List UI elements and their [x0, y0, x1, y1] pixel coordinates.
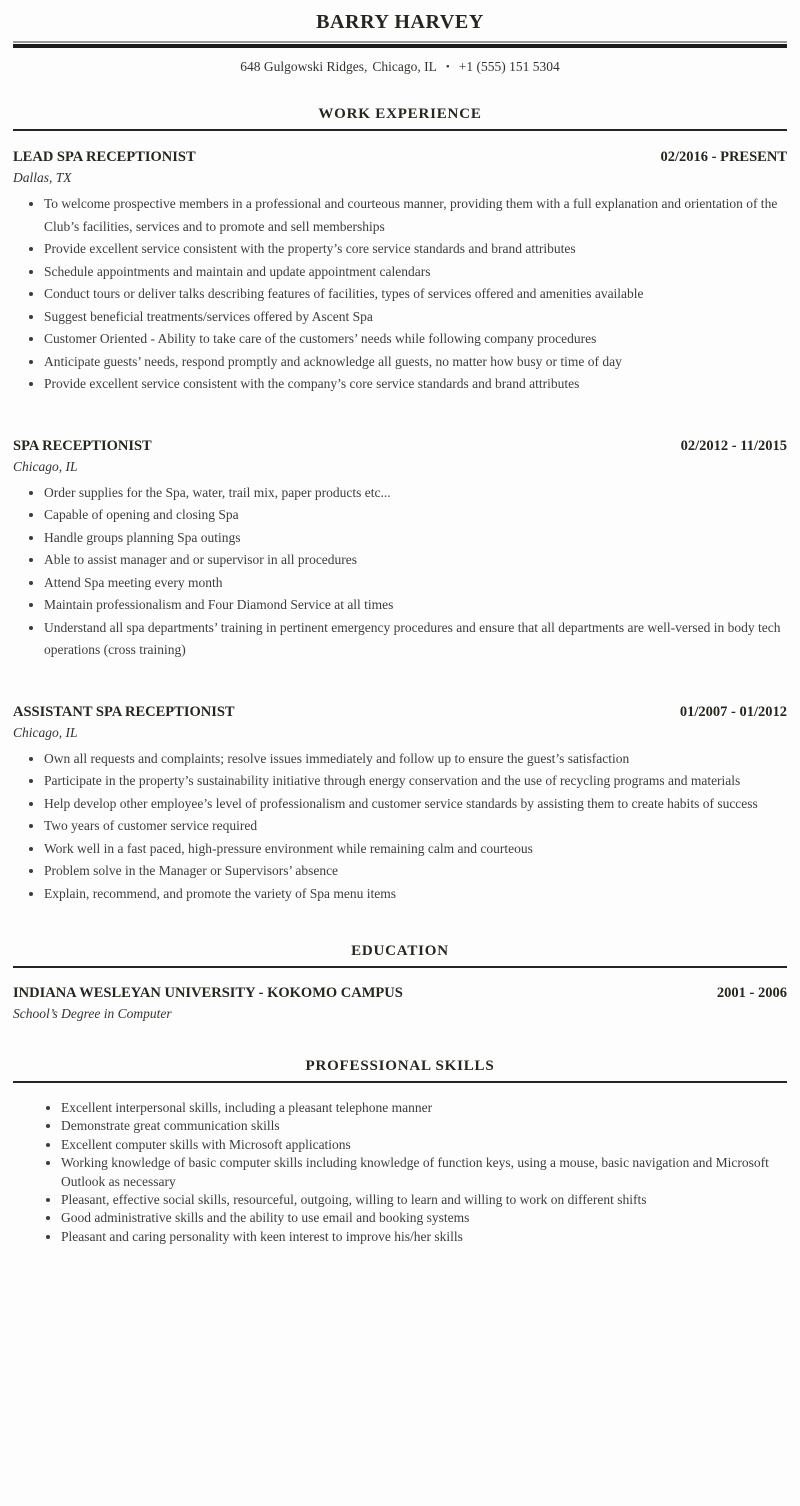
section-divider-skills — [13, 1081, 787, 1083]
job-bullet: • Provide excellent service consistent with the company’s core service standards and brand attributes — [44, 373, 787, 396]
skill-item: • Excellent computer skills with Microsoft applications — [61, 1136, 787, 1154]
job-bullet: • Participate in the property’s sustainability initiative through energy conservation and the use of recycling programs and materials — [44, 770, 787, 793]
section-divider-education — [13, 966, 787, 968]
job-bullet: • Help develop other employee’s level of professionalism and customer service standards by assisting them to create habits of success — [44, 793, 787, 816]
job-entry-assistant-spa-receptionist — [13, 704, 787, 906]
job-header-row — [13, 704, 787, 721]
job-bullet: • Conduct tours or deliver talks describing features of facilities, types of services offered and amenities available — [44, 283, 787, 306]
job-bullet: • Able to assist manager and or supervisor in all procedures — [44, 549, 787, 572]
job-bullet-list — [13, 193, 787, 396]
section-title-work-experience: WORK EXPERIENCE — [318, 106, 482, 122]
job-title: SPA RECEPTIONIST — [13, 437, 152, 454]
skill-item: • Pleasant, effective social skills, resourceful, outgoing, willing to learn and willing to work on different shifts — [61, 1191, 787, 1209]
job-dates: 01/2007 - 01/2012 — [679, 703, 787, 720]
job-bullet: • Schedule appointments and maintain and update appointment calendars — [44, 261, 787, 284]
job-bullet: • To welcome prospective members in a professional and courteous manner, providing them with a full explanation and orientation of the Club’s facilities, services and to promote and sell memberships — [44, 193, 787, 238]
person-name: BARRY HARVEY — [316, 11, 484, 33]
skills-list — [13, 1099, 787, 1246]
job-header-row — [13, 149, 787, 166]
skill-item: • Good administrative skills and the ability to use email and booking systems — [61, 1209, 787, 1227]
job-bullet: • Capable of opening and closing Spa — [44, 504, 787, 527]
job-bullet: • Problem solve in the Manager or Supervisors’ absence — [44, 860, 787, 883]
contact-separator-dot: • — [445, 61, 450, 73]
job-bullet: • Customer Oriented - Ability to take care of the customers’ needs while following company procedures — [44, 328, 787, 351]
section-title-education: EDUCATION — [351, 943, 449, 959]
education-dates: 2001 - 2006 — [716, 985, 787, 1001]
job-header-row — [13, 438, 787, 455]
section-divider-work — [13, 129, 787, 131]
header-divider-thick-line — [13, 44, 787, 48]
skill-item: • Demonstrate great communication skills — [61, 1117, 787, 1135]
job-bullet: • Order supplies for the Spa, water, trail mix, paper products etc... — [44, 482, 787, 505]
job-title: ASSISTANT SPA RECEPTIONIST — [13, 703, 235, 720]
education-degree: School’s Degree in Computer — [13, 1006, 172, 1021]
job-bullet: • Anticipate guests’ needs, respond promptly and acknowledge all guests, no matter how busy or time of day — [44, 351, 787, 374]
job-bullet: • Suggest beneficial treatments/services offered by Ascent Spa — [44, 306, 787, 329]
header-divider — [13, 41, 787, 48]
skill-item: • Excellent interpersonal skills, including a pleasant telephone manner — [61, 1099, 787, 1117]
job-title: LEAD SPA RECEPTIONIST — [13, 149, 196, 165]
job-location: Dallas, TX — [13, 170, 72, 185]
job-bullet: • Work well in a fast paced, high-pressure environment while remaining calm and courteous — [44, 838, 787, 861]
job-bullet: • Two years of customer service required — [44, 815, 787, 838]
skill-item: • Pleasant and caring personality with keen interest to improve his/her skills — [61, 1228, 787, 1246]
job-entry-lead-spa-receptionist — [13, 149, 787, 396]
education-header-row — [13, 985, 787, 1002]
job-dates: 02/2012 - 11/2015 — [680, 437, 787, 454]
contact-phone: +1 (555) 151 5304 — [458, 59, 560, 74]
job-bullet-list — [13, 482, 787, 662]
section-title-professional-skills: PROFESSIONAL SKILLS — [305, 1058, 495, 1074]
job-bullet: • Provide excellent service consistent with the property’s core service standards and brand attributes — [44, 238, 787, 261]
job-bullet: • Maintain professionalism and Four Diamond Service at all times — [44, 594, 787, 617]
contact-address: 648 Gulgowski Ridges, — [240, 59, 368, 74]
contact-city: Chicago, IL — [372, 59, 437, 74]
contact-line — [13, 59, 787, 76]
skill-item: • Working knowledge of basic computer skills including knowledge of function keys, using a mouse, basic navigation and Microsoft Outlook as necessary — [61, 1154, 787, 1191]
education-entry — [13, 985, 787, 1022]
job-entry-spa-receptionist — [13, 438, 787, 662]
job-location: Chicago, IL — [13, 458, 78, 474]
job-bullet-list — [13, 748, 787, 906]
job-bullet: • Own all requests and complaints; resolve issues immediately and follow up to ensure the guest’s satisfaction — [44, 748, 787, 771]
job-location: Chicago, IL — [13, 724, 78, 740]
job-bullet: • Attend Spa meeting every month — [44, 572, 787, 595]
job-bullet: • Handle groups planning Spa outings — [44, 527, 787, 550]
job-bullet: • Explain, recommend, and promote the variety of Spa menu items — [44, 883, 787, 906]
education-school: INDIANA WESLEYAN UNIVERSITY - KOKOMO CAMPUS — [13, 985, 403, 1001]
job-bullet: • Understand all spa departments’ training in pertinent emergency procedures and ensure that all departments are well-versed in body tech operations (cross training) — [44, 617, 787, 662]
job-dates: 02/2016 - PRESENT — [660, 149, 787, 165]
